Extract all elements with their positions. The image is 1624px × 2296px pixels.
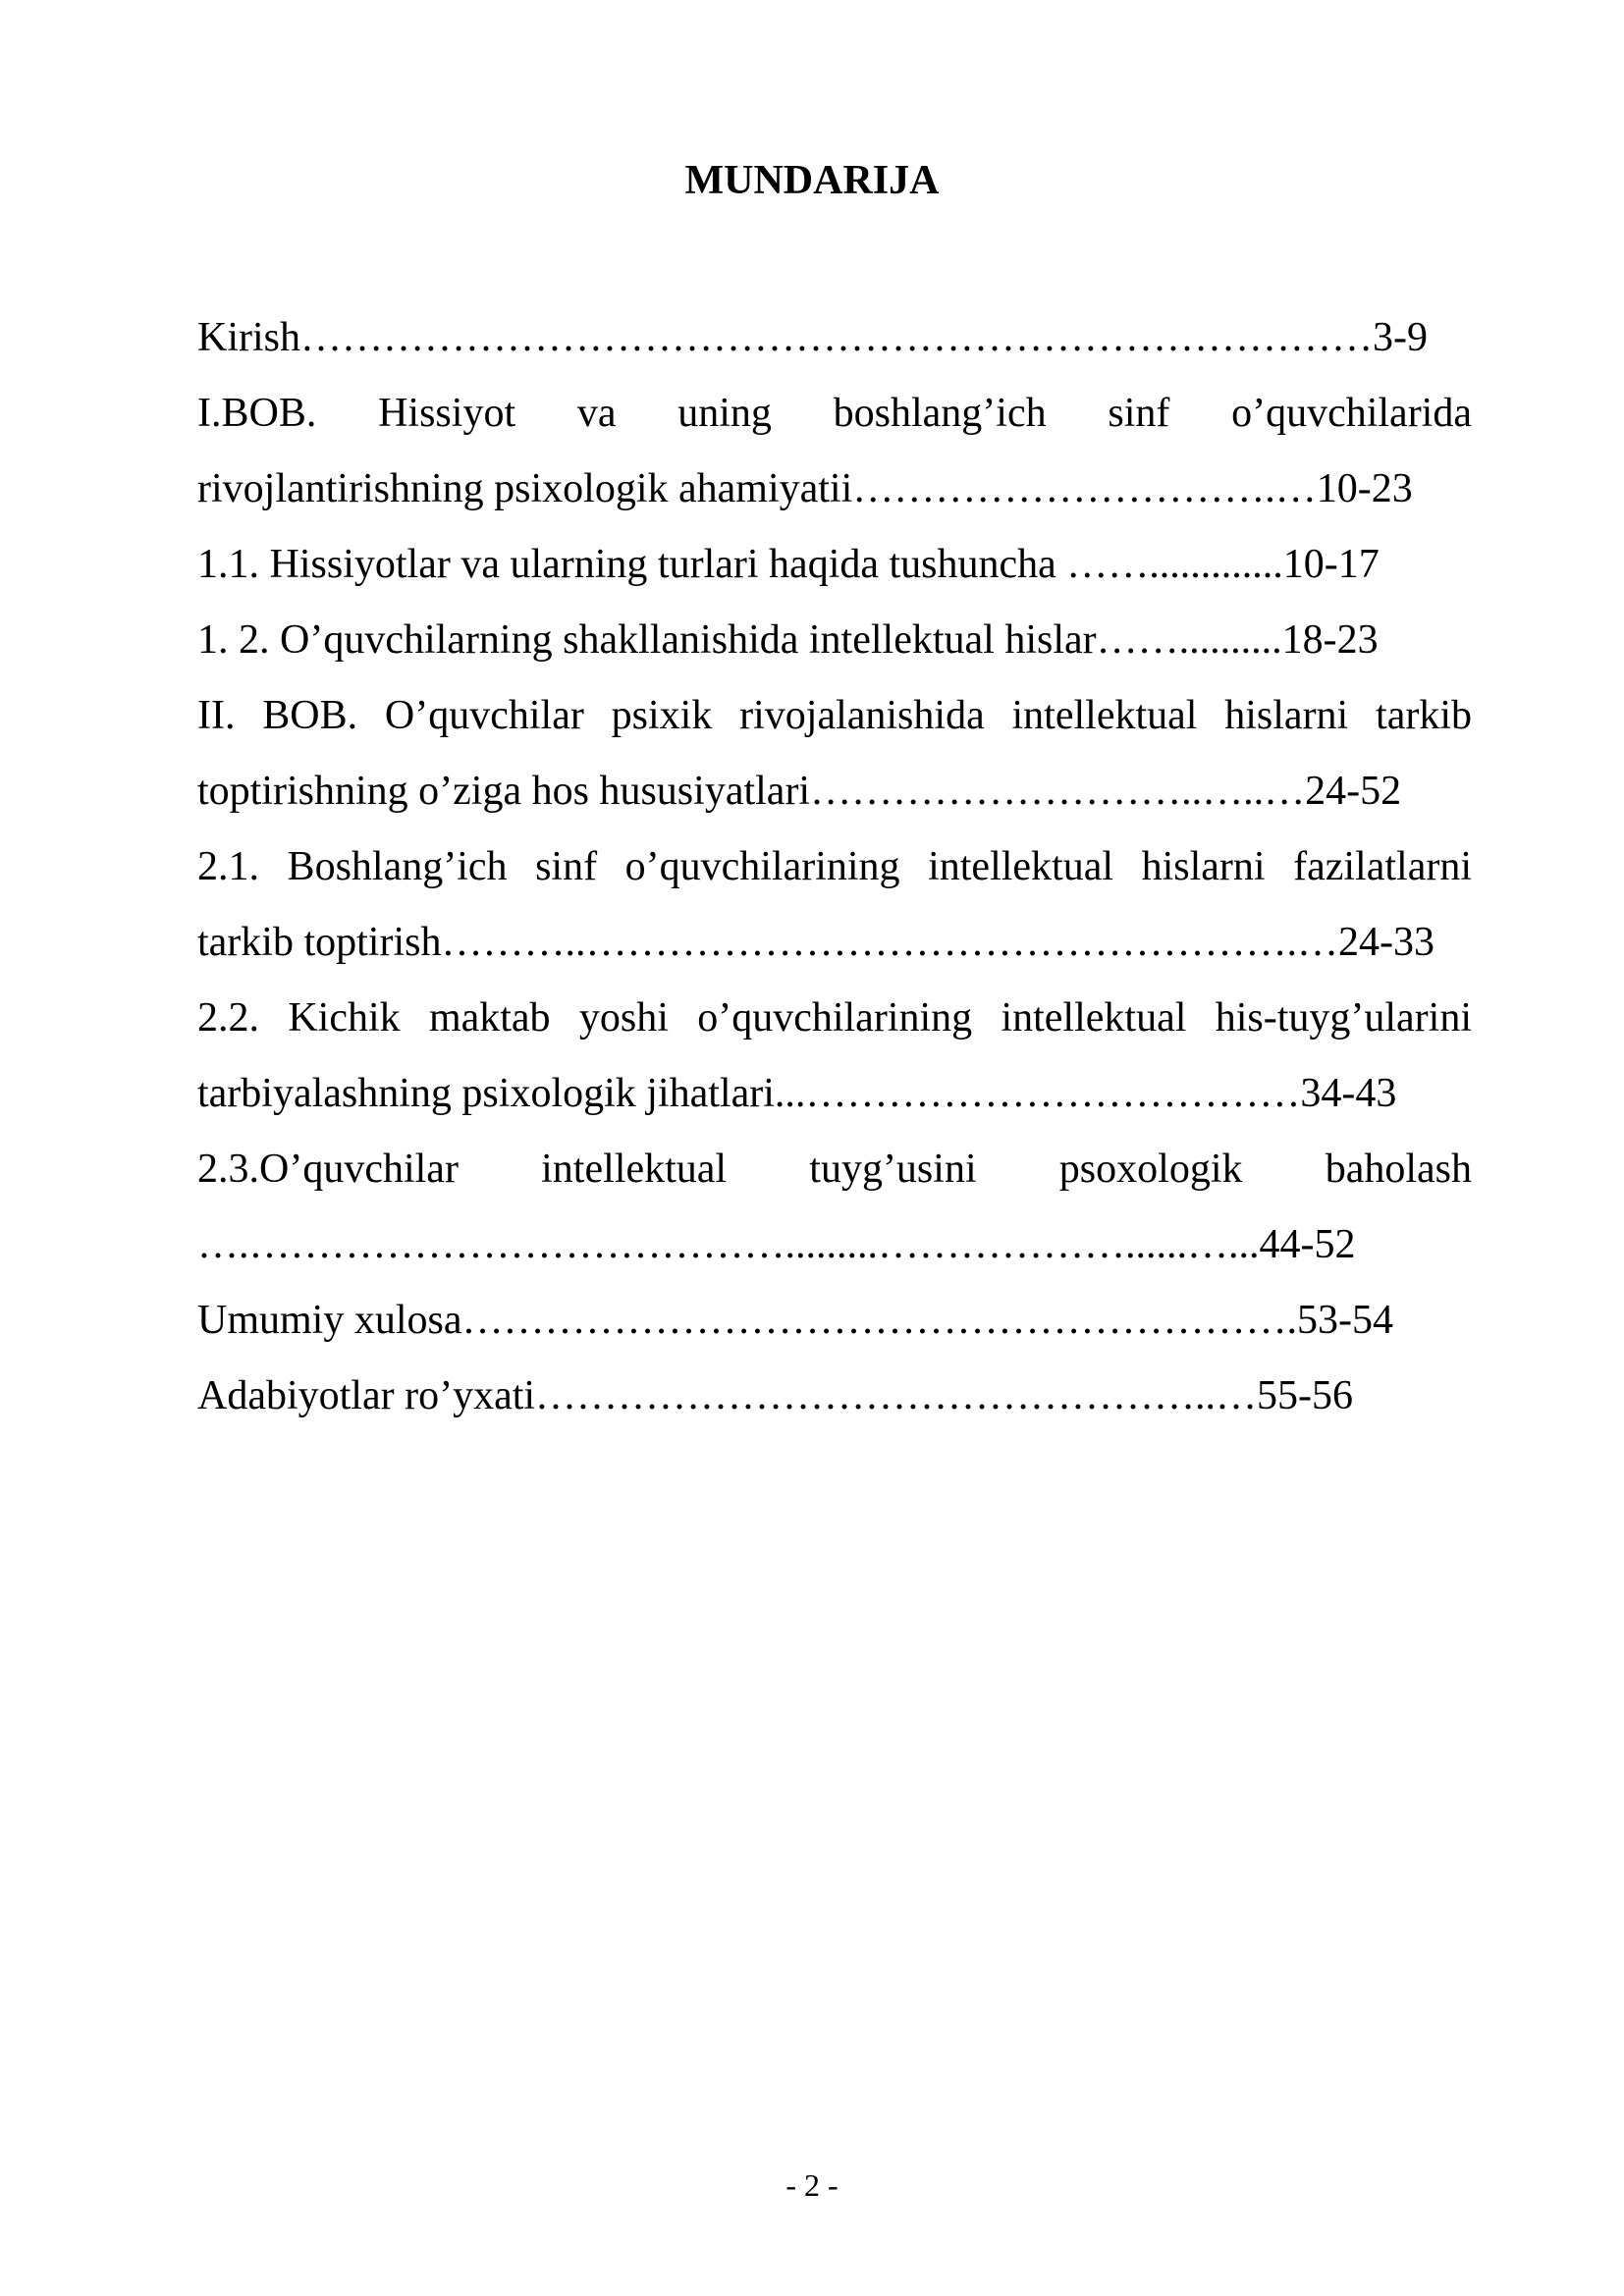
toc-entry-adabiyotlar: Adabiyotlar ro’yxati…………………………………………..…55-56 xyxy=(197,1373,1354,1418)
toc-section-2-3-cont: ….………………………………….........………………......…...44-52 xyxy=(197,1222,1356,1267)
toc-section-2-1-cont: tarkib toptirish………..…………………………………………….…24-33 xyxy=(197,920,1435,965)
toc-chapter-2-heading: II. BOB. O’quvchilar psixik rivojalanishida intellektual hislarni tarkib xyxy=(197,693,1472,738)
toc-chapter-1-heading: I.BOB. Hissiyot va uning boshlang’ich sinf o’quvchilarida xyxy=(197,391,1472,436)
toc-section-2-2-cont: tarbiyalashning psixologik jihatlari...………………………………34-43 xyxy=(197,1071,1397,1116)
page-number: - 2 - xyxy=(785,2167,839,2203)
table-of-contents xyxy=(197,300,1472,1434)
toc-section-2-3: 2.3.O’quvchilar intellektual tuyg’usini psoxologik baholash xyxy=(197,1147,1472,1192)
toc-chapter-2-heading-cont: toptirishning o’ziga hos hususiyatlari………………………..…..…24-52 xyxy=(197,769,1402,814)
toc-chapter-1-heading-cont: rivojlantirishning psixologik ahamiyatii………………………….…10-23 xyxy=(197,466,1413,511)
toc-entry-kirish: Kirish……………………………………………………………………3-9 xyxy=(197,315,1428,360)
toc-section-1-2: 1. 2. O’quvchilarning shakllanishida intellektual hislar……..........18-23 xyxy=(197,617,1379,663)
toc-section-2-2: 2.2. Kichik maktab yoshi o’quvchilarining intellektual his-tuyg’ularini xyxy=(197,995,1472,1041)
toc-section-2-1: 2.1. Boshlang’ich sinf o’quvchilarining intellektual hislarni fazilatlarni xyxy=(197,844,1472,889)
toc-section-1-1: 1.1. Hissiyotlar va ularning turlari haqida tushuncha …….............10-17 xyxy=(197,542,1380,587)
toc-entry-umumiy-xulosa: Umumiy xulosa…………………………………………………….53-54 xyxy=(197,1298,1393,1343)
page-title: MUNDARIJA xyxy=(684,158,940,203)
